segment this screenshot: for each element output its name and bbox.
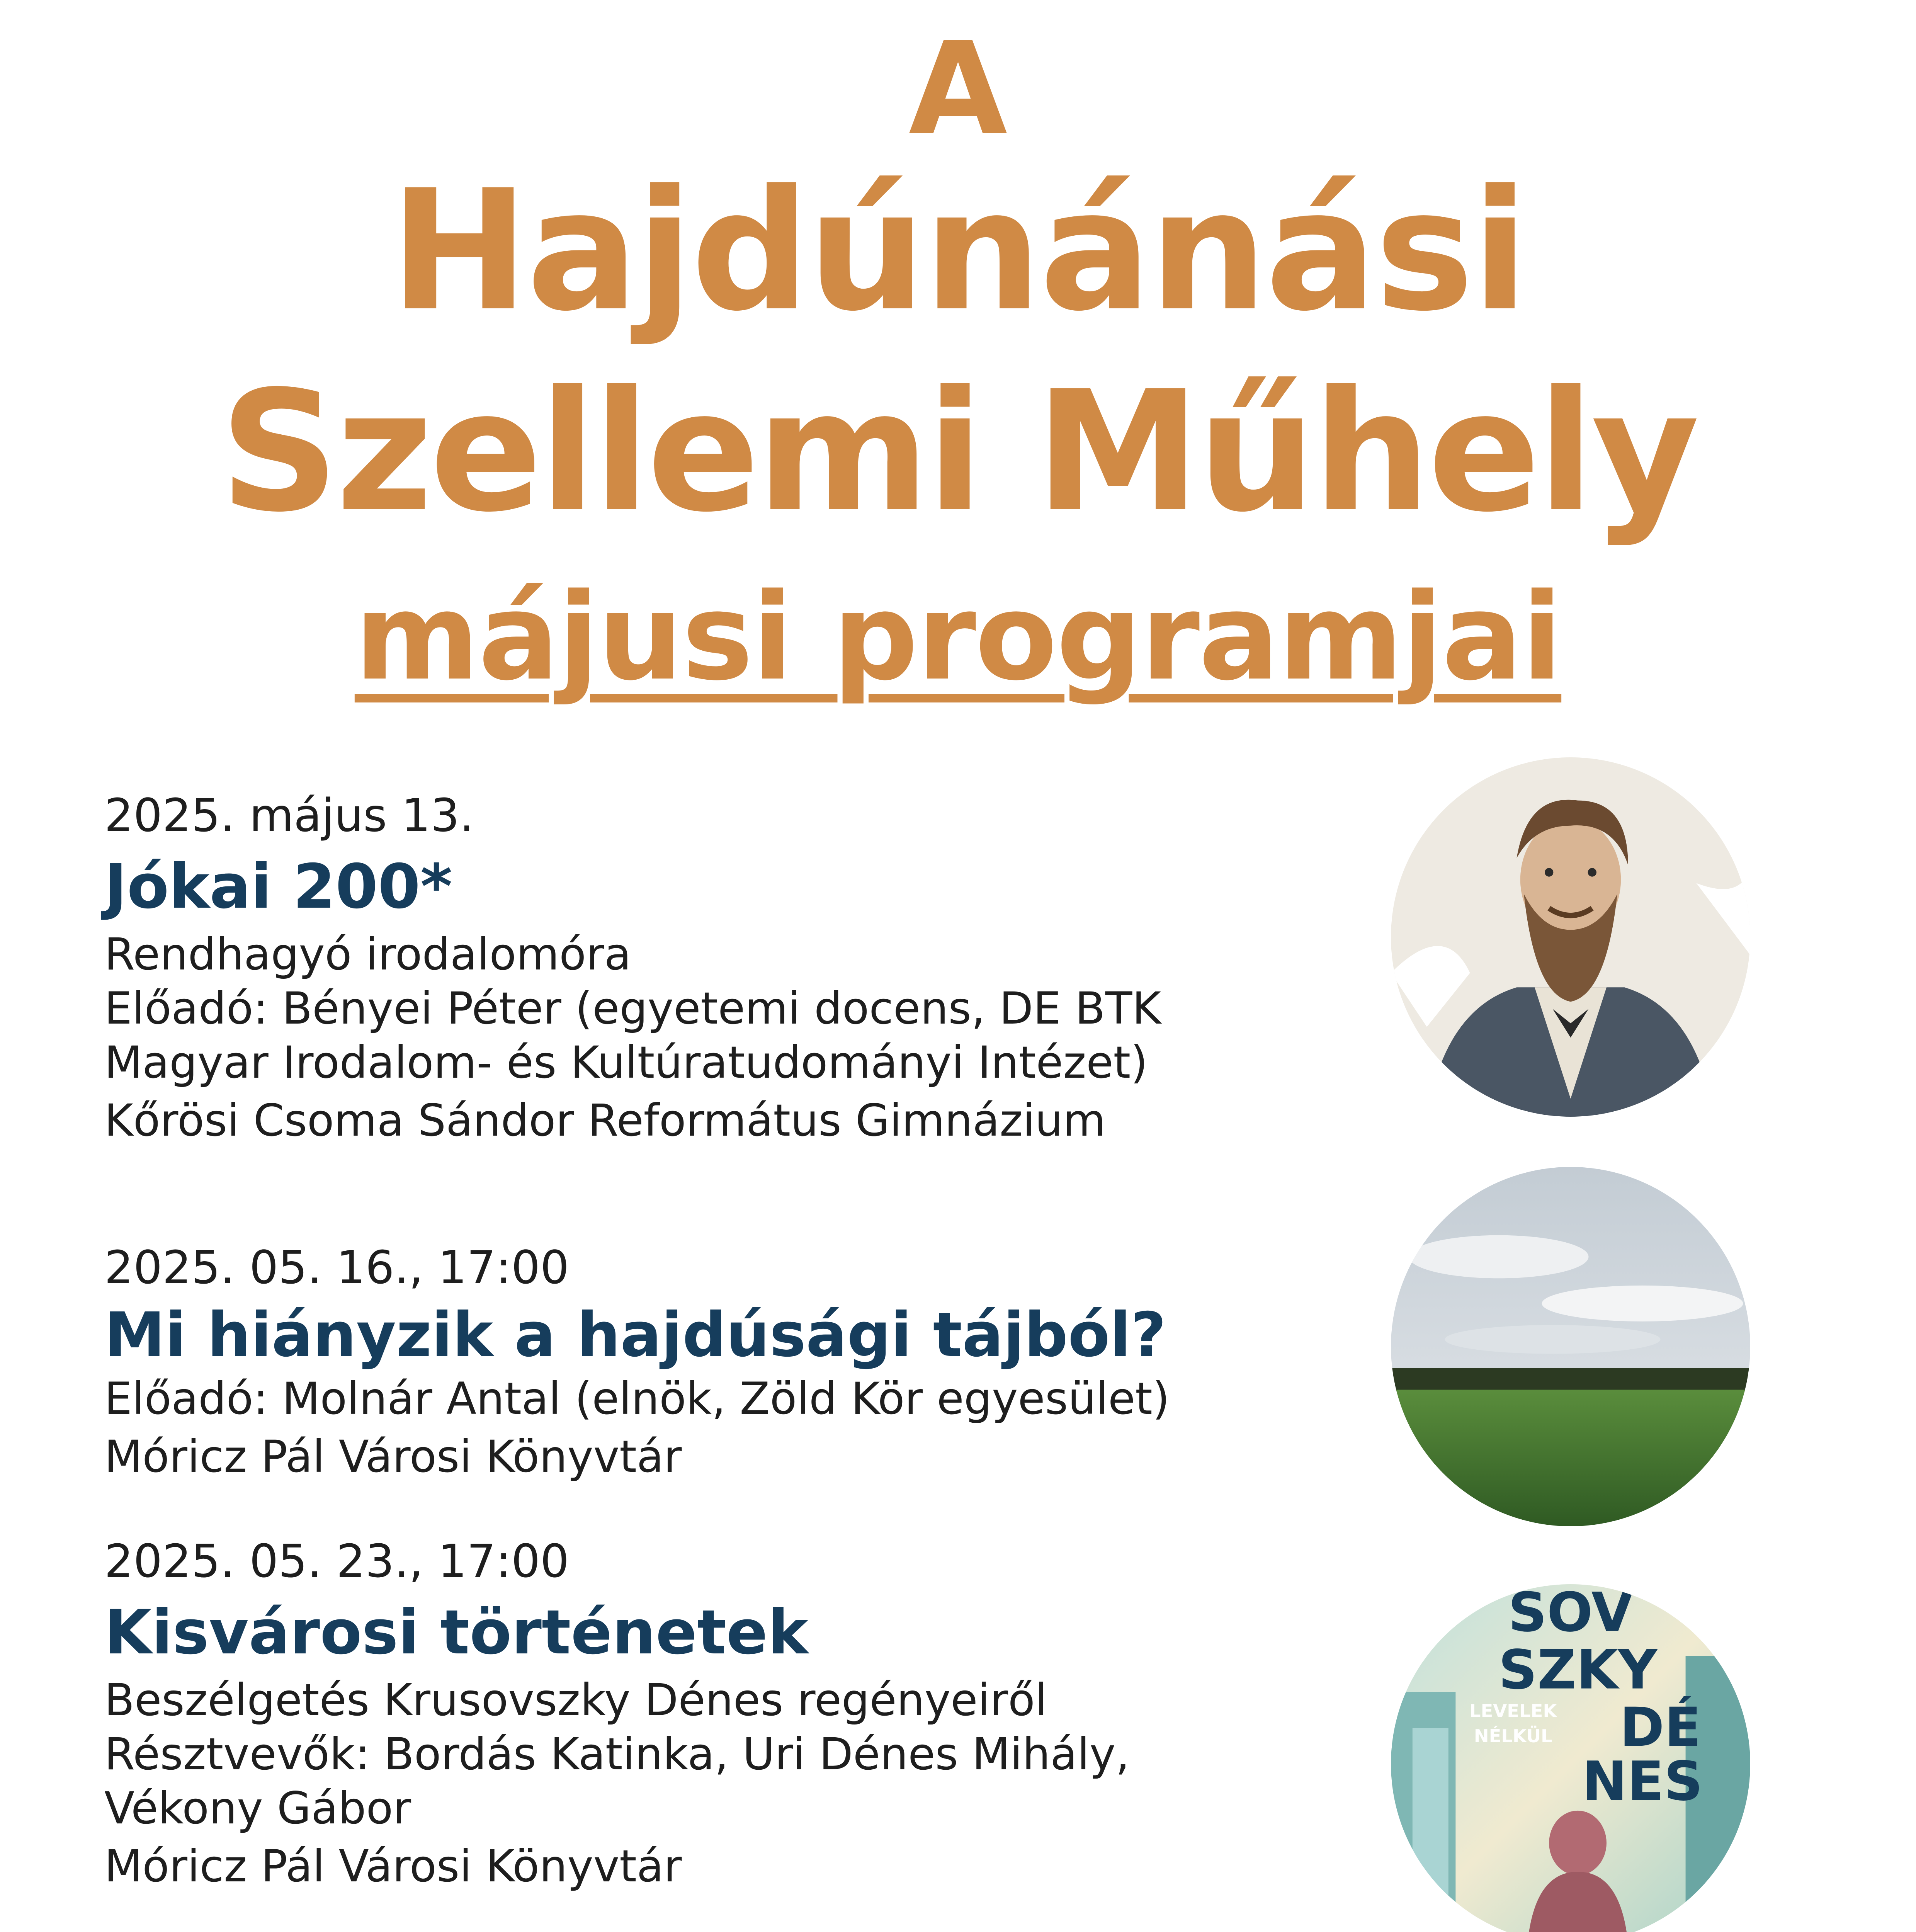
event-venue: Kőrösi Csoma Sándor Református Gimnázium xyxy=(104,1095,1106,1146)
cover-small-2: NÉLKÜL xyxy=(1474,1726,1552,1747)
event-date: 2025. 05. 23., 17:00 xyxy=(104,1534,570,1588)
subtitle: májusi programjai xyxy=(354,568,1562,707)
event-presenter-cont: Magyar Irodalom- és Kultúratudományi Intézet) xyxy=(104,1037,1148,1088)
cover-text-2: SZKY xyxy=(1498,1638,1657,1701)
cover-text-3: DÉ xyxy=(1619,1696,1702,1759)
event-subtitle: Beszélgetés Krusovszky Dénes regényeiről xyxy=(104,1674,1047,1726)
event-participants-cont: Vékony Gábor xyxy=(104,1782,411,1834)
event-title: Jókai 200* xyxy=(104,851,452,922)
jokai-portrait-image xyxy=(1391,757,1750,1117)
event-subtitle: Rendhagyó irodalomóra xyxy=(104,929,631,980)
event-date: 2025. május 13. xyxy=(104,789,474,842)
event-venue: Móricz Pál Városi Könyvtár xyxy=(104,1431,682,1482)
event-title: Mi hiányzik a hajdúsági tájból? xyxy=(104,1299,1166,1371)
title-line-3: Szellemi Műhely xyxy=(219,355,1697,549)
title-line-2: Hajdúnánási xyxy=(389,155,1527,348)
event-title: Kisvárosi történetek xyxy=(104,1597,809,1668)
event-presenter: Előadó: Bényei Péter (egyetemi docens, DE BTK xyxy=(104,983,1161,1034)
event-presenter: Előadó: Molnár Antal (elnök, Zöld Kör egyesület) xyxy=(104,1373,1170,1424)
event-venue: Móricz Pál Városi Könyvtár xyxy=(104,1840,682,1892)
cover-text-1: SOV xyxy=(1508,1584,1633,1644)
event-date: 2025. 05. 16., 17:00 xyxy=(104,1241,570,1294)
event-participants: Résztvevők: Bordás Katinka, Uri Dénes Mihály, xyxy=(104,1728,1130,1780)
cover-text-4: NES xyxy=(1582,1750,1703,1813)
cover-small-1: LEVELEK xyxy=(1469,1701,1557,1722)
title-line-1: A xyxy=(908,15,1008,163)
book-cover-image xyxy=(1391,1584,1750,1932)
landscape-image xyxy=(1391,1167,1750,1526)
